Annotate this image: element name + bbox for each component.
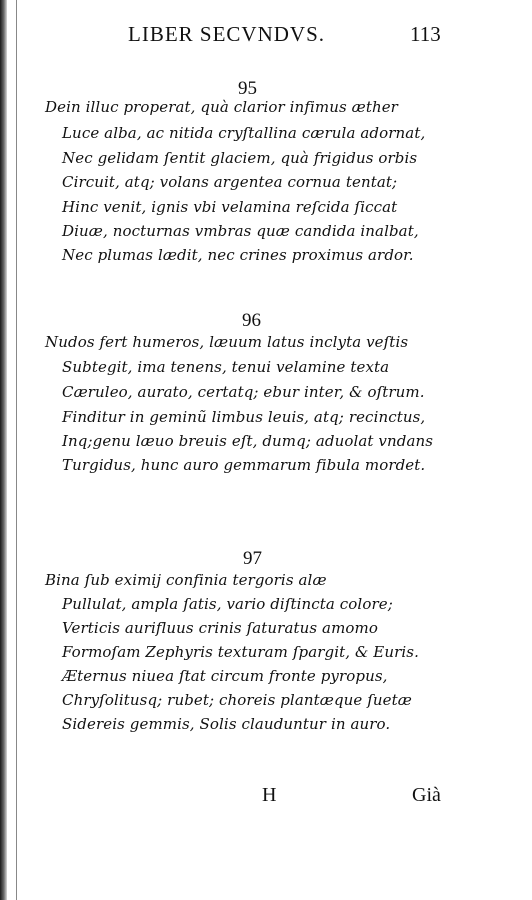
verse-line: Nec gelidam ſentit glaciem, quà frigidus orbis: [62, 149, 418, 167]
verse-line: Æternus niuea ſtat circum fronte pyropus,: [62, 667, 388, 685]
verse-line: Formoſam Zephyris texturam ſpargit, & Euris.: [62, 643, 419, 661]
verse-line: Bina ſub eximij confinia tergoris alæ: [45, 571, 327, 589]
verse-line: Verticis aurifluus crinis ſaturatus amomo: [62, 619, 378, 637]
verse-line: Sidereis gemmis, Solis clauduntur in auro.: [62, 715, 391, 733]
verse-line: Subtegit, ima tenens, tenui velamine texta: [62, 358, 390, 376]
catchword: Già: [412, 784, 441, 806]
verse-line: Dein illuc properat, quà clarior infimus æther: [45, 98, 398, 116]
verse-line: Nec plumas lædit, nec crines proximus ardor.: [62, 246, 414, 264]
stanza-number: 97: [243, 548, 262, 569]
verse-line: Pullulat, ampla ſatis, vario diſtincta colore;: [62, 595, 393, 613]
verse-line: Turgidus, hunc auro gemmarum fibula mordet.: [62, 456, 426, 474]
verse-line: Nudos fert humeros, læuum latus inclyta veſtis: [45, 333, 409, 351]
signature-mark: H: [262, 784, 277, 806]
verse-line: Circuit, atq; volans argentea cornua tentat;: [62, 173, 398, 191]
verse-line: Cæruleo, aurato, certatq; ebur inter, & oſtrum.: [62, 383, 425, 401]
verse-line: Diuæ, nocturnas vmbras quæ candida inalbat,: [62, 222, 419, 240]
page-gutter-shadow: [0, 0, 7, 900]
page-number: 113: [410, 22, 441, 46]
verse-line: Finditur in geminũ limbus leuis, atq; recinctus,: [62, 408, 426, 426]
page-footer: [0, 784, 532, 810]
verse-line: Hinc venit, ignis vbi velamina reſcida ſiccat: [62, 198, 398, 216]
verse-line: Inq;genu læuo breuis eſt, dumq; aduolat vndans: [62, 432, 434, 450]
running-head: LIBER SECVNDVS.: [128, 22, 326, 46]
stanza-number: 95: [238, 78, 257, 99]
verse-line: Luce alba, ac nitida cryſtallina cærula adornat,: [62, 124, 426, 142]
stanza-number: 96: [242, 310, 261, 331]
verse-line: Chryſolitusq; rubet; choreis plantæque ſuetæ: [62, 691, 412, 709]
page-edge-line: [16, 0, 17, 900]
page-header: [0, 22, 532, 52]
